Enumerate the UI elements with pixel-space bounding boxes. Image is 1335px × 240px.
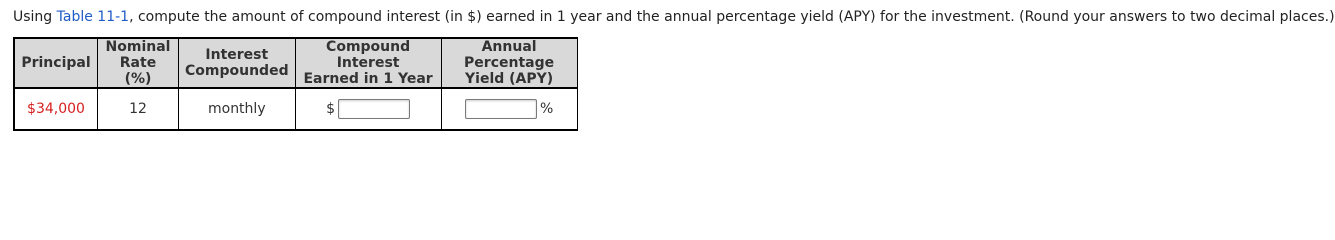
apy-answer	[465, 99, 553, 119]
apy-input[interactable]	[465, 99, 537, 119]
header-apy-line2: Yield (APY)	[465, 71, 554, 87]
header-spacer	[577, 38, 1187, 88]
question-text	[13, 7, 1335, 27]
table-reference-link[interactable]: Table 11-1	[56, 9, 130, 25]
table-header-row	[14, 38, 1187, 88]
header-apy	[441, 38, 577, 88]
header-compounded-line2: Compounded	[185, 63, 289, 79]
percent-sign: %	[539, 101, 554, 117]
dollar-sign: $	[326, 101, 336, 117]
cell-compound-interest	[295, 88, 441, 130]
table-row	[14, 88, 1187, 130]
header-ci-line2: Earned in 1 Year	[303, 71, 433, 87]
header-principal	[14, 38, 98, 88]
header-compounded-line1: Interest	[205, 47, 269, 63]
problem-table	[13, 37, 1187, 131]
header-apy-line1: Annual Percentage	[464, 39, 555, 71]
cell-apy	[441, 88, 577, 130]
cell-compounded: monthly	[179, 88, 296, 130]
row-spacer	[577, 88, 1187, 130]
header-principal-label: Principal	[21, 55, 91, 71]
header-nominal-rate	[98, 38, 179, 88]
compound-interest-answer	[326, 99, 410, 119]
header-compound-interest	[295, 38, 441, 88]
question-prefix: Using	[13, 9, 57, 25]
header-rate-line1: Nominal	[105, 39, 171, 55]
cell-rate: 12	[98, 88, 179, 130]
question-suffix: , compute the amount of compound interest (in $) earned in 1 year and the annual percentage yield (APY) for the investment. (Round your answers to two decimal places.)	[129, 9, 1335, 25]
header-ci-line1: Compound Interest	[326, 39, 411, 71]
compound-interest-input[interactable]	[338, 99, 410, 119]
cell-principal: $34,000	[14, 88, 98, 130]
header-rate-line2: Rate (%)	[119, 55, 157, 87]
header-interest-compounded	[179, 38, 296, 88]
